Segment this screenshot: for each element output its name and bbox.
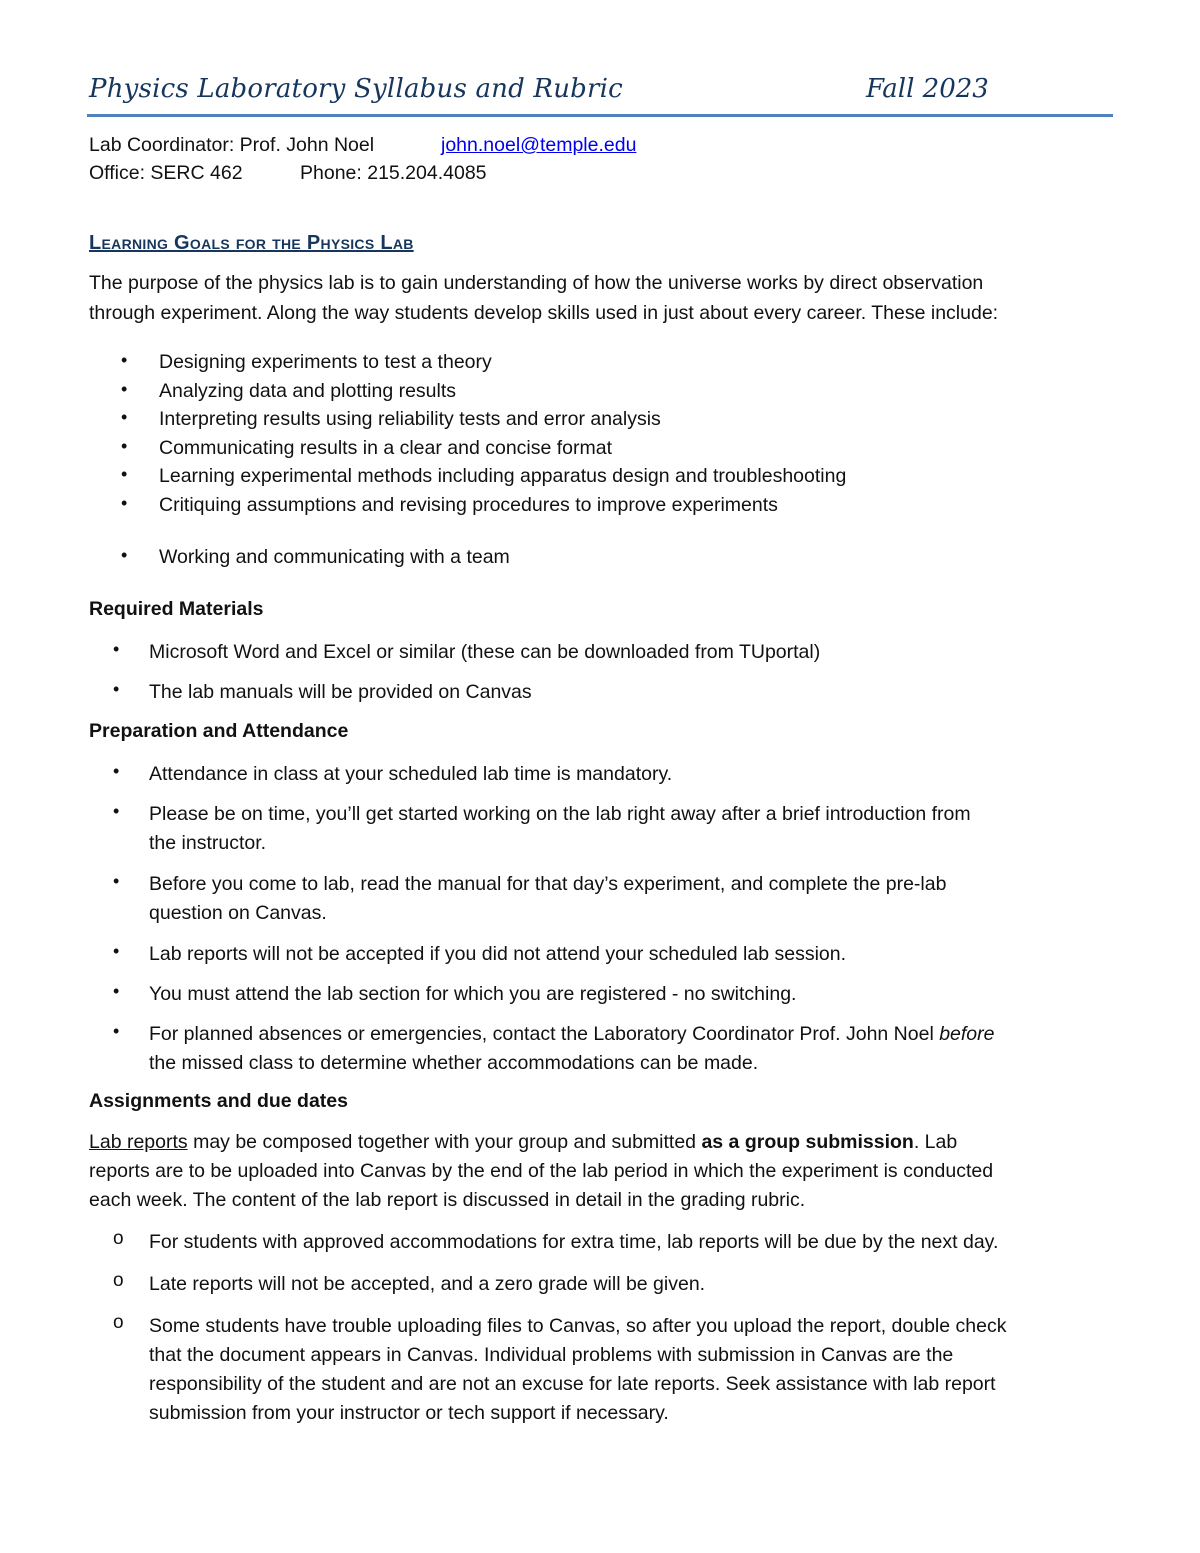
semester-label: Fall 2023 — [866, 74, 989, 104]
list-item — [149, 1020, 1119, 1078]
bullet-icon: • — [121, 545, 128, 565]
item-text: For planned absences or emergencies, contact the Laboratory Coordinator Prof. John Noel — [149, 1023, 940, 1045]
circle-bullet-icon: o — [113, 1228, 124, 1249]
circle-bullet-icon: o — [113, 1270, 124, 1291]
bullet-icon: • — [121, 464, 128, 484]
bullet-icon: • — [113, 941, 120, 961]
bullet-icon: • — [121, 493, 128, 513]
intro-line: through experiment. Along the way students develop skills used in just about every career. These include: — [89, 302, 999, 324]
list-item: For students with approved accommodations for extra time, lab reports will be due by the next day. — [149, 1231, 999, 1253]
list-item: Communicating results in a clear and concise format — [159, 437, 613, 459]
learning-goals-intro — [89, 268, 1119, 328]
list-item: Critiquing assumptions and revising procedures to improve experiments — [159, 494, 778, 516]
list-item: Lab reports will not be accepted if you did not attend your scheduled lab session. — [149, 943, 847, 965]
office-line: Office: SERC 462 — [89, 162, 243, 184]
paragraph-line: each week. The content of the lab report is discussed in detail in the grading rubric. — [89, 1189, 806, 1211]
phone-line: Phone: 215.204.4085 — [300, 162, 487, 184]
required-materials-heading: Required Materials — [89, 598, 264, 620]
bullet-icon: • — [113, 871, 120, 891]
assignments-heading: Assignments and due dates — [89, 1090, 348, 1112]
document-title: Physics Laboratory Syllabus and Rubric — [89, 74, 623, 104]
learning-goals-heading: Learning Goals for the Physics Lab — [89, 232, 414, 254]
list-item: Late reports will not be accepted, and a zero grade will be given. — [149, 1273, 706, 1295]
list-item: Learning experimental methods including apparatus design and troubleshooting — [159, 465, 847, 487]
list-item: Working and communicating with a team — [159, 546, 510, 568]
list-item — [149, 870, 1119, 928]
email-link[interactable]: john.noel@temple.edu — [441, 134, 637, 156]
list-item — [149, 1312, 1119, 1428]
preparation-heading: Preparation and Attendance — [89, 720, 349, 742]
item-line: Before you come to lab, read the manual for that day’s experiment, and complete the pre-lab — [149, 873, 947, 895]
item-line: the instructor. — [149, 832, 267, 854]
paragraph-text: may be composed together with your group and submitted — [187, 1131, 702, 1153]
item-line: question on Canvas. — [149, 902, 327, 924]
assignments-paragraph — [89, 1128, 1119, 1215]
list-item: Microsoft Word and Excel or similar (these can be downloaded from TUportal) — [149, 641, 821, 663]
item-line: that the document appears in Canvas. Individual problems with submission in Canvas are the — [149, 1344, 954, 1366]
bullet-icon: • — [121, 350, 128, 370]
item-line: submission from your instructor or tech support if necessary. — [149, 1402, 669, 1424]
list-item: Attendance in class at your scheduled lab time is mandatory. — [149, 763, 673, 785]
bullet-icon: • — [113, 981, 120, 1001]
list-item: Designing experiments to test a theory — [159, 351, 492, 373]
bullet-icon: • — [113, 761, 120, 781]
item-line: the missed class to determine whether accommodations can be made. — [149, 1052, 759, 1074]
bullet-icon: • — [121, 379, 128, 399]
paragraph-line: reports are to be uploaded into Canvas by the end of the lab period in which the experiment is conducted — [89, 1160, 994, 1182]
list-item — [149, 800, 1119, 858]
list-item: Analyzing data and plotting results — [159, 380, 457, 402]
item-line: Please be on time, you’ll get started working on the lab right away after a brief introduction from — [149, 803, 971, 825]
list-item: Interpreting results using reliability tests and error analysis — [159, 408, 661, 430]
paragraph-text: . Lab — [913, 1131, 958, 1153]
bullet-icon: • — [113, 1021, 120, 1041]
header-rule — [87, 114, 1113, 117]
list-item: The lab manuals will be provided on Canvas — [149, 681, 532, 703]
bold-text: as a group submission — [701, 1131, 914, 1153]
intro-line: The purpose of the physics lab is to gain understanding of how the universe works by direct observation — [89, 272, 984, 294]
paragraph-line — [89, 1128, 1119, 1157]
lab-reports-label: Lab reports — [89, 1131, 188, 1153]
bullet-icon: • — [121, 407, 128, 427]
document-header — [89, 74, 1113, 110]
bullet-icon: • — [113, 679, 120, 699]
coordinator-line: Lab Coordinator: Prof. John Noel — [89, 134, 375, 156]
emphasis-text: before — [939, 1023, 995, 1045]
item-line: responsibility of the student and are not an excuse for late reports. Seek assistance with lab report — [149, 1373, 996, 1395]
circle-bullet-icon: o — [113, 1312, 124, 1333]
list-item: You must attend the lab section for which you are registered - no switching. — [149, 983, 797, 1005]
bullet-icon: • — [113, 639, 120, 659]
bullet-icon: • — [113, 801, 120, 821]
item-line — [149, 1020, 1119, 1049]
item-line: Some students have trouble uploading files to Canvas, so after you upload the report, double check — [149, 1315, 1007, 1337]
bullet-icon: • — [121, 436, 128, 456]
